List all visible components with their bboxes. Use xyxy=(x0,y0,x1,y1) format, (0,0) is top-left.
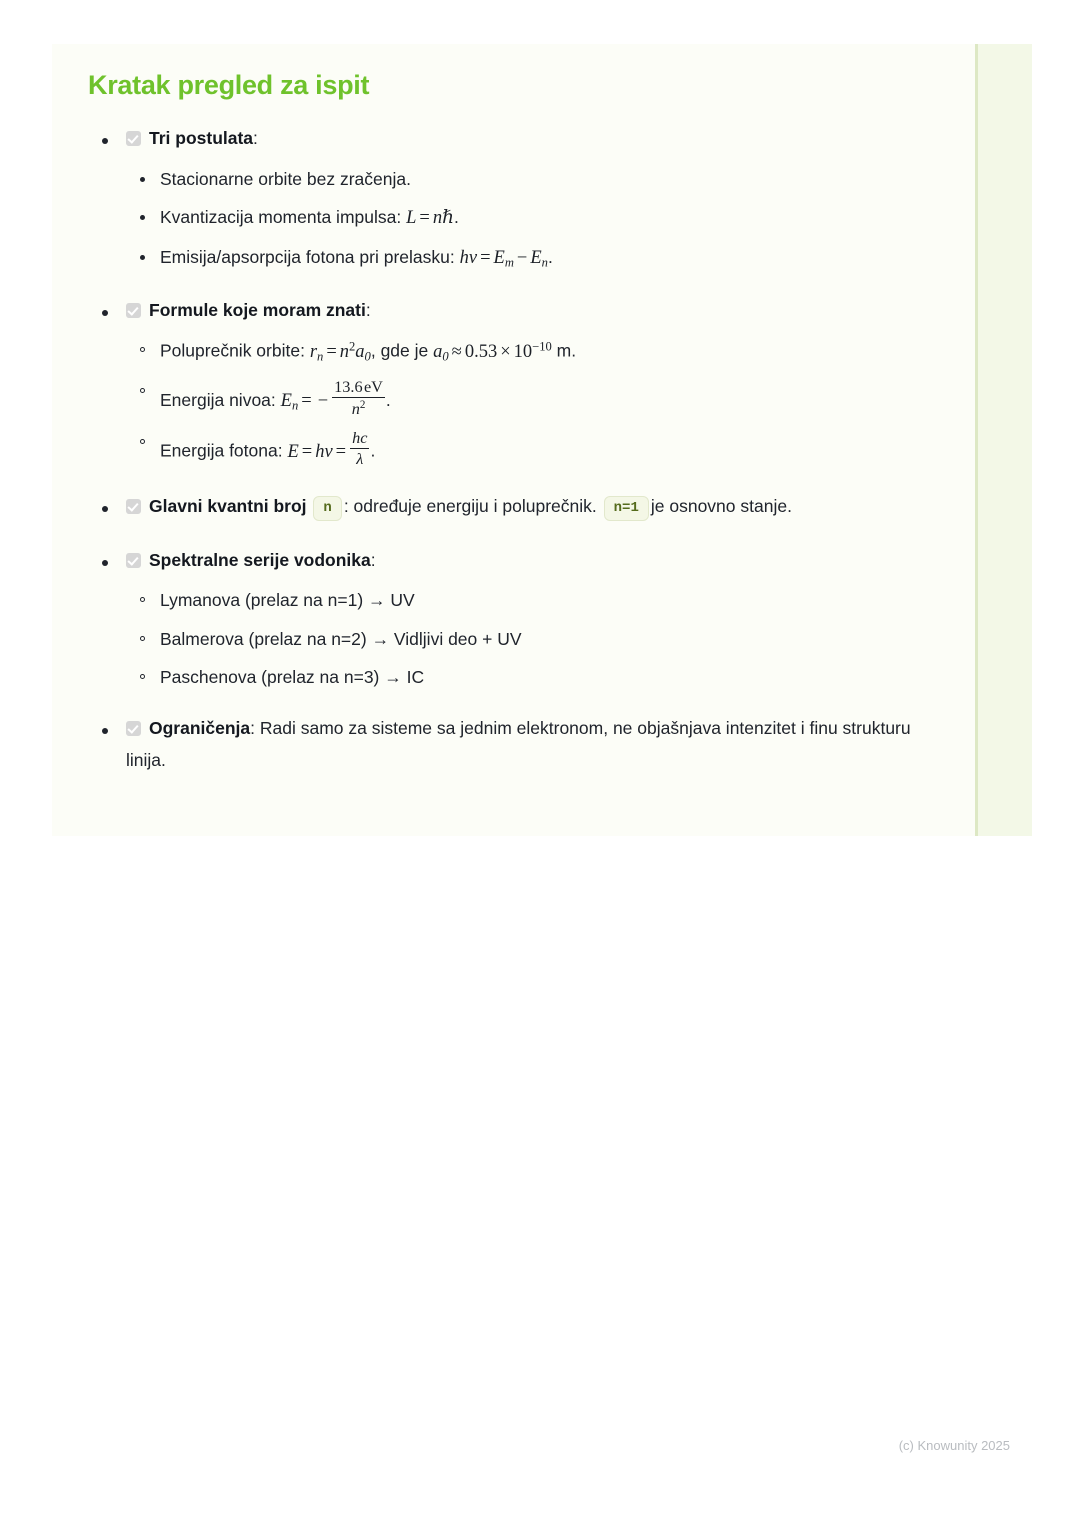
sub-item-suffix: . xyxy=(385,390,391,411)
formula-photon-transition: $h\nu = E_m - E_n$ xyxy=(459,247,548,270)
checkbox-checked-icon[interactable] xyxy=(126,721,141,736)
sub-item-text: Lymanova (prelaz na n=1) → UV xyxy=(160,590,415,611)
sub-item-text: Paschenova (prelaz na n=3) → IC xyxy=(160,666,425,687)
list-item-label-suffix: : xyxy=(253,128,258,148)
list-item xyxy=(126,204,945,233)
list-item-postulates xyxy=(88,123,945,273)
sublist-postulates xyxy=(126,166,945,273)
list-item-quantum-number xyxy=(88,491,945,523)
list-item xyxy=(126,664,945,691)
list-item xyxy=(126,626,945,653)
sub-item-prefix: Emisija/apsorpcija fotona pri prelasku: xyxy=(160,246,460,267)
list-item-spectral-series xyxy=(88,545,945,691)
formula-orbit-radius: $r_n = n^2a_0$ xyxy=(309,339,371,364)
sub-item-text: Balmerova (prelaz na n=2) → Vidljivi deo + UV xyxy=(160,628,522,649)
code-chip-n-equals-1: n=1 xyxy=(604,496,649,521)
list-item-formulas xyxy=(88,295,945,469)
sub-item-suffix: . xyxy=(370,440,376,461)
code-chip-n: n xyxy=(313,496,341,521)
list-item-label: Glavni kvantni broj xyxy=(149,495,307,516)
list-item xyxy=(126,587,945,614)
sublist-formulas xyxy=(126,337,945,468)
sub-item-suffix: m. xyxy=(551,341,577,362)
list-item-label: Formule koje moram znati xyxy=(149,299,366,320)
right-margin-rail xyxy=(978,44,1032,836)
formula-bohr-radius-value: $a_0 \approx 0.53 \times 10^{-10}$ xyxy=(433,339,552,364)
formula-photon-energy: E = hν = $\frac{hc}{\lambda}$ xyxy=(287,428,368,469)
list-item-label: Spektralne serije vodonika xyxy=(149,549,371,570)
checkbox-checked-icon[interactable] xyxy=(126,303,141,318)
quantum-number-body-2: je osnovno stanje. xyxy=(650,495,792,516)
sublist-spectral-series xyxy=(126,587,945,690)
formula-angular-momentum: L = nℏ xyxy=(406,207,454,228)
note-card xyxy=(52,44,1032,836)
list-item xyxy=(126,166,945,193)
sub-item-suffix: . xyxy=(453,206,459,227)
list-item-label-suffix: : xyxy=(370,549,376,570)
sub-item-suffix: . xyxy=(547,246,553,267)
list-item xyxy=(126,378,945,418)
note-content xyxy=(52,44,975,836)
sub-item-prefix: Energija nivoa: xyxy=(160,390,281,411)
limitations-body: : Radi samo za sisteme sa jednim elektronom, ne objašnjava intenzitet i finu strukturu linija. xyxy=(126,717,911,770)
sub-item-text: Stacionarne orbite bez zračenja. xyxy=(160,168,411,189)
quantum-number-body: : određuje energiju i poluprečnik. xyxy=(343,495,597,516)
summary-list xyxy=(88,123,945,776)
list-item xyxy=(126,429,945,468)
sub-item-prefix: Energija fotona: xyxy=(160,440,288,461)
list-item xyxy=(126,244,945,273)
checkbox-checked-icon[interactable] xyxy=(126,553,141,568)
list-item-limitations xyxy=(88,713,945,777)
sub-item-middle: , gde je xyxy=(370,341,434,362)
page-title: Kratak pregled za ispit xyxy=(88,70,370,100)
list-item-label: Ograničenja xyxy=(149,717,251,738)
sub-item-prefix: Kvantizacija momenta impulsa: xyxy=(160,206,407,227)
sub-item-prefix: Poluprečnik orbite: xyxy=(160,341,310,362)
list-item-label-suffix: : xyxy=(365,299,371,320)
formula-energy-level: $E_n$ = − $\frac{13.6 eV}{n^2}$ xyxy=(280,377,383,418)
checkbox-checked-icon[interactable] xyxy=(126,499,141,514)
checkbox-checked-icon[interactable] xyxy=(126,131,141,146)
list-item xyxy=(126,337,945,367)
list-item-label: Tri postulata xyxy=(149,128,254,148)
footer-credit: (c) Knowunity 2025 xyxy=(898,1438,1010,1453)
